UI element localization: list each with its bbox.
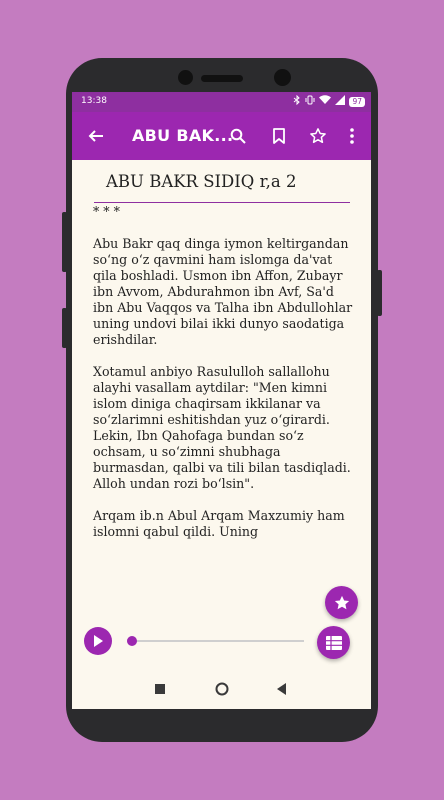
status-bar — [72, 92, 371, 112]
side-button — [62, 308, 67, 348]
vibrate-icon — [305, 95, 315, 108]
app-toolbar — [72, 112, 371, 160]
back-nav-button[interactable] — [274, 681, 290, 697]
favorite-fab[interactable] — [325, 586, 358, 619]
list-icon — [326, 636, 342, 650]
bookmark-icon — [272, 128, 286, 144]
front-camera — [274, 69, 291, 86]
battery-level: 97 — [352, 96, 362, 106]
wifi-icon — [319, 95, 331, 108]
bluetooth-icon — [293, 95, 301, 108]
battery-indicator — [349, 97, 365, 107]
signal-icon — [335, 95, 345, 108]
article-body: * * * Abu Bakr qaq dinga iymon keltirgandan so‘ng o‘z qavmini ham islomga da'vat qila boshladi. Usmon ibn Affon, Zubayr ibn Avvom, Abdurahmon ibn Avf, Sa'd ibn Abu Vaqqos va Talha ibn Abdullohlar uning undovi bilai ikki dunyo saodatiga erishdilar. Xotamul anbiyo Rasululloh sallallohu alayhi vasallam aytdilar: "Men kimni islom diniga chaqirsam ikkilanar va so‘zlarimni eshitishdan yuz o‘girardi. Lekin, Ibn Qahofaga bundan so‘z ochsam, u so‘zimni shubhaga burmasdan, qalbi va tili bilan tasdiqladi. Alloh undan rozi bo‘lsin". Arqam ib.n Abul Arqam Maxzumiy ham islomni qabul qildi. Uning — [93, 204, 353, 539]
search-icon — [230, 128, 246, 144]
power-button — [377, 270, 382, 316]
home-button[interactable] — [214, 681, 230, 697]
status-icons — [293, 95, 365, 108]
star-outline-icon — [309, 127, 327, 145]
triangle-back-icon — [277, 683, 287, 695]
heading-divider — [94, 202, 350, 203]
recent-apps-button[interactable] — [152, 681, 168, 697]
square-icon — [155, 684, 165, 694]
screen — [72, 92, 371, 709]
system-navigation-bar — [72, 669, 371, 709]
sensor — [178, 70, 193, 85]
side-button — [62, 212, 67, 272]
circle-icon — [215, 682, 229, 696]
progress-slider[interactable] — [128, 640, 304, 642]
more-options-button[interactable] — [340, 124, 364, 148]
status-time: 13:38 — [81, 96, 107, 106]
play-icon — [92, 634, 104, 648]
search-button[interactable] — [226, 124, 250, 148]
play-button[interactable] — [84, 627, 112, 655]
favorite-button[interactable] — [306, 124, 330, 148]
contents-fab[interactable] — [317, 626, 350, 659]
arrow-left-icon — [88, 128, 104, 144]
page-title: ABU BAK... — [132, 126, 234, 145]
bookmark-button[interactable] — [267, 124, 291, 148]
article-content — [72, 160, 371, 630]
back-button[interactable] — [84, 124, 108, 148]
star-icon — [333, 594, 351, 612]
earpiece — [201, 75, 243, 82]
progress-thumb[interactable] — [127, 636, 137, 646]
article-heading: ABU BAKR SIDIQ r,a 2 — [106, 172, 297, 191]
more-vert-icon — [350, 128, 354, 144]
